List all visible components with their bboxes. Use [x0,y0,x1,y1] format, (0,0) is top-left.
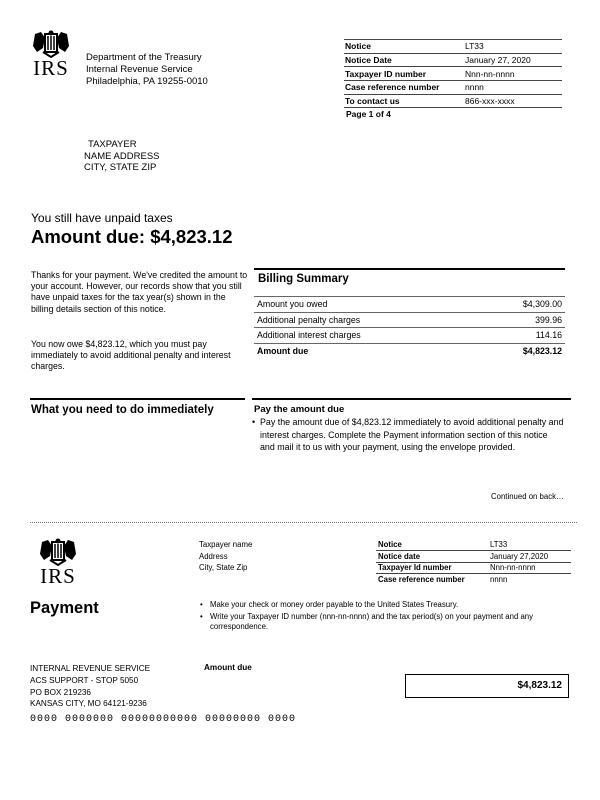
department-address [86,52,208,88]
scan-line: 0000 0000000 00000000000 00000000 0000 [30,714,297,725]
address-line: CITY, STATE ZIP [84,162,157,173]
stub-amount-due-label: Amount due [204,663,252,672]
info-value: LT33 [464,40,562,54]
stub-amount-due-box[interactable]: $4,823.12 [405,674,569,698]
bullet: • [200,600,203,609]
return-address-line: INTERNAL REVENUE SERVICE [30,664,151,673]
payment-instructions [200,600,568,634]
instruction-text: Write your Taxpayer ID number (nnn-nn-nnnn) and the tax period(s) on your payment and any correspondence. [210,611,534,631]
stub-taxpayer-line: Taxpayer name [199,540,253,549]
stub-info-row [376,562,571,574]
billing-summary-table [254,296,565,359]
stub-taxpayer-line: City, State Zip [199,563,248,572]
stub-info-label: Notice [376,539,488,551]
action-heading: What you need to do immediately [31,404,214,416]
pay-instructions [252,416,564,454]
stub-irs-logo [38,538,78,587]
billing-total-row [254,343,565,359]
address-line: NAME ADDRESS [84,150,160,162]
notice-info-table [344,39,562,108]
eagle-icon [38,538,78,566]
stub-info-value: nnnn [490,575,508,584]
pay-amount-heading: Pay the amount due [254,404,345,415]
billing-label: Amount you owed [254,297,474,313]
billing-label: Additional penalty charges [254,312,474,328]
stub-info-row [376,539,571,551]
billing-label: Additional interest charges [254,328,474,344]
bullet: • [200,611,203,621]
logo-text: IRS [33,56,69,80]
tear-line [30,522,577,523]
billing-total-label: Amount due [257,346,309,356]
info-label: Notice [344,40,464,54]
stub-info-label: Taxpayer Id number [376,562,488,574]
instruction-text: Make your check or money order payable to the United States Treasury. [210,600,459,609]
continued-note: Continued on back… [491,492,564,501]
billing-summary-title: Billing Summary [258,273,349,285]
info-label: Notice Date [344,53,464,67]
billing-value: 399.96 [474,312,565,328]
billing-value: 114.16 [474,328,565,344]
stub-taxpayer-line: Address [199,551,228,561]
notice-info-row [344,53,562,67]
info-value: 866-xxx-xxxx [464,94,562,108]
taxpayer-address [84,139,160,174]
stub-info-value: January 27,2020 [488,551,571,563]
amount-due-heading: Amount due: $4,823.12 [31,226,233,247]
stub-info-table [376,539,571,585]
notice-info-row [344,94,562,108]
info-value: nnnn [464,81,562,95]
info-label: To contact us [344,94,464,108]
stub-info-row [376,551,571,563]
billing-row [254,328,565,344]
eagle-icon [31,30,71,58]
unpaid-subtitle: You still have unpaid taxes [31,211,173,225]
irs-logo [31,30,71,79]
stub-info-value: Nnn-nn-nnnn [488,562,571,574]
stub-taxpayer-block [199,539,252,574]
info-value: January 27, 2020 [464,53,562,67]
pay-instruction-text: Pay the amount due of $4,823.12 immediately to avoid additional penalty and interest charges. Complete the Payment information section of this notice and mail it to us with your payment, using the envelope provided. [260,417,564,452]
stub-info-row [376,574,571,586]
info-value: Nnn-nn-nnnn [464,67,562,81]
stub-info-value: LT33 [488,539,571,551]
return-address-line: KANSAS CITY, MO 64121-9236 [30,699,147,709]
instruction-item [200,600,568,611]
department-line: Philadelphia, PA 19255-0010 [86,76,208,87]
info-label: Taxpayer ID number [344,67,464,81]
billing-value: $4,309.00 [474,297,565,313]
department-line: Department of the Treasury [86,52,202,63]
info-label: Case reference number [344,81,464,95]
department-line: Internal Revenue Service [86,64,193,75]
billing-row [254,312,565,328]
bullet: • [252,417,256,427]
stub-info-label: Notice date [376,551,488,563]
billing-summary-rule [254,268,565,270]
return-address-line: ACS SUPPORT - STOP 5050 [30,675,139,685]
address-line: TAXPAYER [88,139,137,150]
notice-info-row [344,40,562,54]
payment-title: Payment [30,599,99,617]
section-rule-left [30,398,245,400]
section-rule-right [252,398,571,400]
billing-row [254,297,565,313]
return-address-line: PO BOX 219236 [30,687,91,697]
payment-credited-paragraph: Thanks for your payment. We've credited the amount to your account. However, our records show that you still have unpaid taxes for the tax year(s) shown in the billing details section of this notice. [31,270,248,314]
notice-info-row [344,67,562,81]
instruction-item [200,612,568,633]
amount-owed-paragraph: You now owe $4,823.12, which you must pay immediately to avoid additional penalty and interest charges. [31,339,231,372]
notice-info-row [344,81,562,95]
logo-text: IRS [40,564,76,588]
return-address [30,663,150,710]
stub-info-label: Case reference number [378,575,465,584]
page-number: Page 1 of 4 [346,109,391,119]
billing-total-value: $4,823.12 [522,346,562,356]
